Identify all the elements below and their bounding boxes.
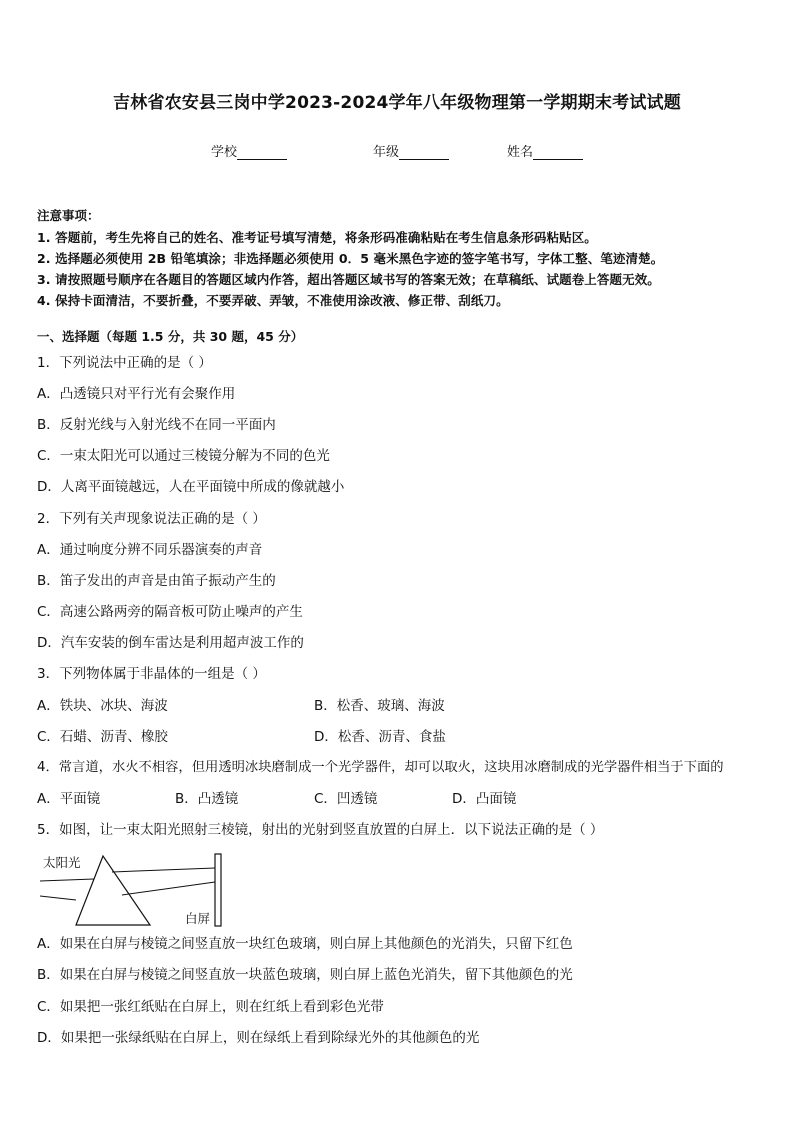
question-5-stem: 5．如图，让一束太阳光照射三棱镜，射出的光射到竖直放置的白屏上．以下说法正确的是（ ）: [37, 822, 604, 838]
question-4-option-a[interactable]: A．平面镜: [37, 791, 101, 807]
emergent-ray-top: [112, 868, 215, 872]
question-5-option-d[interactable]: D．如果把一张绿纸贴在白屏上，则在绿纸上看到除绿光外的其他颜色的光: [37, 1030, 480, 1046]
base-line: [40, 896, 76, 900]
note-item: 2. 选择题必须使用 2B 铅笔填涂；非选择题必须使用 0．5 毫米黑色字迹的签字笔书写，字体工整、笔迹清楚。: [37, 251, 664, 266]
name-blank[interactable]: [533, 145, 583, 160]
question-4-option-b[interactable]: B．凸透镜: [175, 791, 239, 807]
section-title: 一、选择题（每题 1.5 分，共 30 题，45 分）: [37, 329, 304, 344]
note-item: 3. 请按照题号顺序在各题目的答题区域内作答，超出答题区域书写的答案无效；在草稿纸、试题卷上答题无效。: [37, 272, 660, 287]
notes-title: 注意事项：: [37, 208, 100, 223]
screen-label: 白屏: [185, 911, 211, 926]
question-4-stem: 4．常言道，水火不相容，但用透明冰块磨制成一个光学器件，却可以取火，这块用冰磨制成的光学器件相当于下面的: [37, 760, 724, 775]
name-field[interactable]: [507, 141, 583, 160]
question-3-stem: 3．下列物体属于非晶体的一组是（ ）: [37, 666, 266, 682]
prism-diagram-svg: [40, 848, 230, 928]
question-2-option-b[interactable]: B．笛子发出的声音是由笛子振动产生的: [37, 573, 276, 589]
question-4-option-d[interactable]: D．凸面镜: [452, 791, 517, 807]
school-label: 学校: [211, 145, 238, 160]
prism-shape: [76, 856, 150, 925]
emergent-ray-bottom: [122, 882, 215, 895]
question-1-option-a[interactable]: A．凸透镜只对平行光有会聚作用: [37, 386, 236, 402]
prism-diagram: [40, 848, 230, 928]
question-5-option-c[interactable]: C．如果把一张红纸贴在白屏上，则在红纸上看到彩色光带: [37, 999, 384, 1015]
grade-label: 年级: [373, 145, 400, 160]
student-info-fields: [0, 141, 794, 161]
question-3-option-a[interactable]: A．铁块、冰块、海波: [37, 698, 168, 714]
note-item: 4. 保持卡面清洁，不要折叠，不要弄破、弄皱，不准使用涂改液、修正带、刮纸刀。: [37, 293, 509, 308]
grade-field[interactable]: [373, 141, 449, 160]
white-screen: [215, 854, 221, 926]
question-5-option-a[interactable]: A．如果在白屏与棱镜之间竖直放一块红色玻璃，则白屏上其他颜色的光消失，只留下红色: [37, 936, 573, 952]
question-2-option-d[interactable]: D．汽车安装的倒车雷达是利用超声波工作的: [37, 635, 304, 651]
question-5-option-b[interactable]: B．如果在白屏与棱镜之间竖直放一块蓝色玻璃，则白屏上蓝色光消失，留下其他颜色的光: [37, 967, 573, 983]
question-1-stem: 1．下列说法中正确的是（ ）: [37, 355, 212, 371]
exam-title: 吉林省农安县三岗中学2023-2024学年八年级物理第一学期期末考试试题: [113, 93, 681, 113]
exam-notes: [37, 205, 767, 311]
name-label: 姓名: [507, 145, 534, 160]
question-3-option-c[interactable]: C．石蜡、沥青、橡胶: [37, 729, 168, 745]
question-2-stem: 2．下列有关声现象说法正确的是（ ）: [37, 511, 266, 527]
school-blank[interactable]: [237, 145, 287, 160]
question-1-option-d[interactable]: D．人离平面镜越远，人在平面镜中所成的像就越小: [37, 479, 345, 495]
question-4-option-c[interactable]: C．凹透镜: [314, 791, 378, 807]
question-1-option-b[interactable]: B．反射光线与入射光线不在同一平面内: [37, 417, 276, 433]
school-field[interactable]: [211, 141, 287, 160]
note-item: 1. 答题前，考生先将自己的姓名、准考证号填写清楚，将条形码准确粘贴在考生信息条形码粘贴区。: [37, 230, 597, 245]
question-3-option-b[interactable]: B．松香、玻璃、海波: [314, 698, 445, 714]
question-1-option-c[interactable]: C．一束太阳光可以通过三棱镜分解为不同的色光: [37, 448, 330, 464]
incident-ray: [40, 879, 94, 881]
grade-blank[interactable]: [399, 145, 449, 160]
sunlight-label: 太阳光: [43, 855, 81, 870]
question-3-option-d[interactable]: D．松香、沥青、食盐: [314, 729, 446, 745]
question-2-option-c[interactable]: C．高速公路两旁的隔音板可防止噪声的产生: [37, 604, 303, 620]
question-2-option-a[interactable]: A．通过响度分辨不同乐器演奏的声音: [37, 542, 263, 558]
